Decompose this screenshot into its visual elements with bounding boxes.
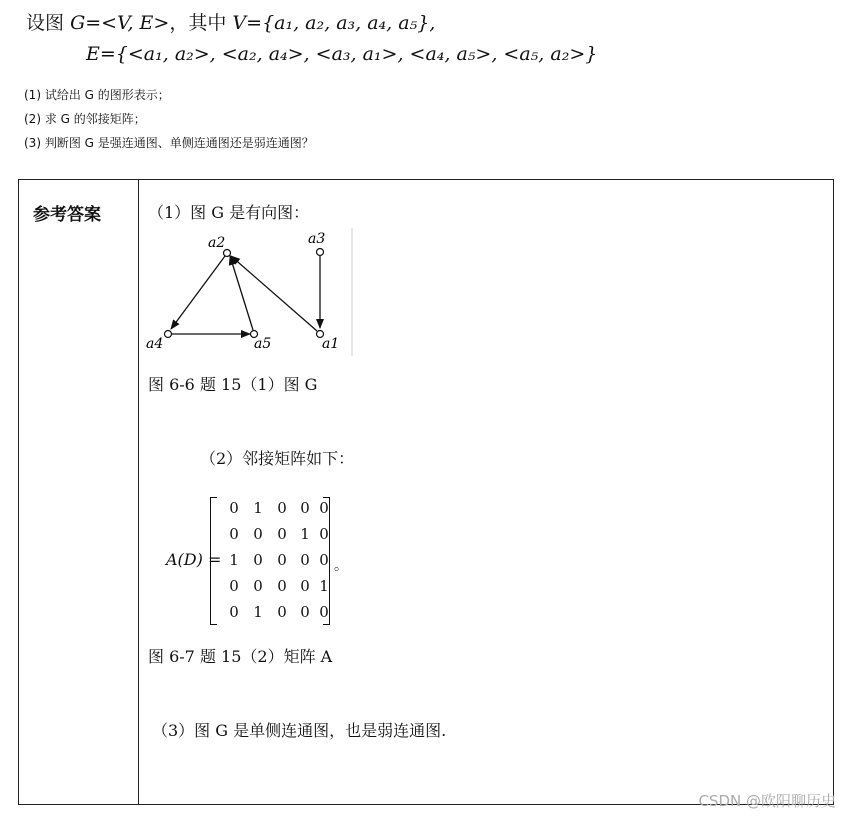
matrix-cell: 0 (300, 577, 310, 595)
problem-prefix: 设图 (26, 12, 65, 34)
matrix-cell: 0 (277, 525, 287, 543)
matrix-cell: 0 (277, 577, 287, 595)
edge-a5-a2 (230, 256, 253, 330)
matrix-cell: 0 (253, 525, 263, 543)
node-label-a3: a3 (308, 231, 326, 247)
column-divider (138, 180, 139, 804)
problem-mid: ，其中 (169, 12, 227, 34)
graph-figure (140, 228, 360, 358)
matrix-cell: 0 (319, 525, 329, 543)
figure-1-caption: 图 6-6 题 15（1）图 G (148, 375, 318, 394)
watermark: CSDN @欧阳聊历史 (698, 792, 836, 810)
figure-2-caption: 图 6-7 题 15（2）矩阵 A (148, 647, 333, 666)
node-a3 (317, 249, 324, 256)
matrix-cell: 0 (319, 499, 329, 517)
matrix-cell: 0 (319, 603, 329, 621)
node-label-a2: a2 (208, 235, 226, 251)
edge-a2-a4 (171, 256, 225, 329)
matrix-cell: 0 (229, 603, 239, 621)
matrix-cell: 0 (319, 551, 329, 569)
question-3: (3) 判断图 G 是强连通图、单侧连通图还是弱连通图？ (24, 136, 314, 150)
node-label-a1: a1 (322, 336, 340, 352)
node-a4 (165, 331, 172, 338)
matrix-cell: 0 (300, 603, 310, 621)
matrix-cell: 0 (277, 603, 287, 621)
matrix-cell: 1 (229, 551, 239, 569)
matrix-cell: 0 (300, 551, 310, 569)
matrix-cell: 0 (300, 499, 310, 517)
answer-part-3: （3）图 G 是单侧连通图，也是弱连通图. (152, 721, 447, 740)
matrix-cell: 0 (253, 551, 263, 569)
matrix-left-bracket (210, 497, 217, 625)
node-label-a4: a4 (146, 336, 164, 352)
matrix-cell: 0 (277, 551, 287, 569)
answer-part-2: （2）邻接矩阵如下： (200, 449, 355, 468)
node-label-a5: a5 (254, 336, 272, 352)
matrix-cell: 0 (253, 577, 263, 595)
question-1: (1) 试给出 G 的图形表示； (24, 88, 170, 102)
problem-graph-def: G=<V, E> (70, 12, 170, 34)
answer-part-1: （1）图 G 是有向图： (148, 203, 310, 222)
matrix-cell: 1 (253, 499, 263, 517)
adjacency-matrix-block (148, 495, 368, 630)
matrix-cell: 1 (319, 577, 329, 595)
matrix-cell: 1 (300, 525, 310, 543)
matrix-cell: 1 (253, 603, 263, 621)
matrix-cell: 0 (229, 577, 239, 595)
matrix-cell: 0 (277, 499, 287, 517)
matrix-cell: 0 (229, 525, 239, 543)
answer-label: 参考答案 (33, 205, 101, 225)
problem-vertex-set: V={a₁, a₂, a₃, a₄, a₅}, (232, 12, 436, 34)
problem-statement (26, 8, 435, 35)
matrix-label: A(D) = (166, 550, 222, 569)
edge-a1-a2 (231, 256, 317, 331)
matrix-cell: 0 (229, 499, 239, 517)
question-2: (2) 求 G 的邻接矩阵； (24, 112, 146, 126)
matrix-period: 。 (334, 558, 348, 574)
adjacency-matrix (210, 495, 330, 625)
problem-edge-set: E={<a₁, a₂>, <a₂, a₄>, <a₃, a₁>, <a₄, a₅>, <a₅, a₂>} (86, 43, 598, 65)
